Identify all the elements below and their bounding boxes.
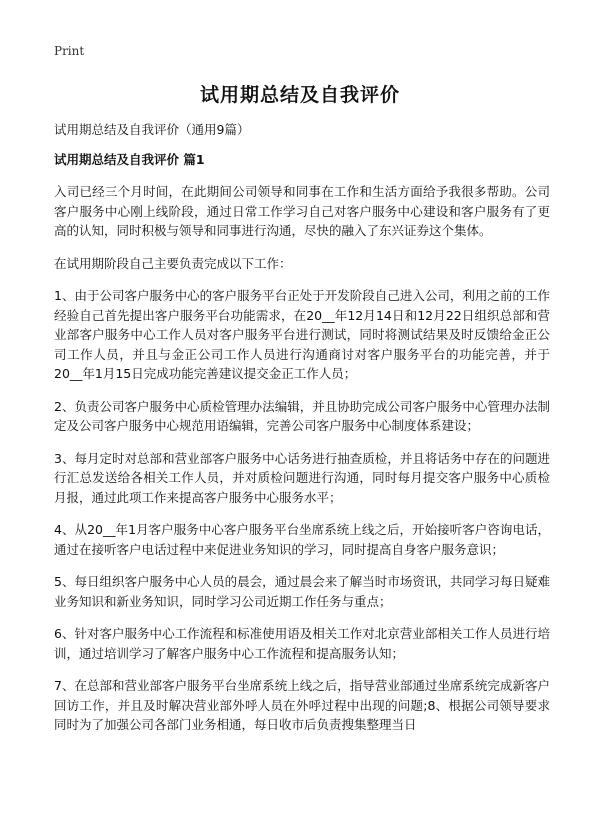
paragraph-item-3: 3、每月定时对总部和营业部客户服务中心话务进行抽查质检，并且将话务中存在的问题进行汇总发送给各相关工作人员，并对质检问题进行沟通，同时每月提交客户服务中心质检月报，通过此项工作来提高客户服务中心服务水平； (54, 450, 550, 505)
document-body (54, 182, 550, 748)
section-heading: 试用期总结及自我评价 篇1 (54, 152, 205, 167)
print-link[interactable]: Print (54, 44, 85, 58)
paragraph-item-2: 2、负责公司客户服务中心质检管理办法编辑，并且协助完成公司客户服务中心管理办法制定及公司客户服务中心规范用语编辑，完善公司客户服务中心制度体系建设； (54, 398, 550, 433)
paragraph-duties-intro: 在试用期阶段自己主要负责完成以下工作： (54, 255, 292, 271)
document-subtitle: 试用期总结及自我评价（通用9篇） (54, 122, 250, 137)
paragraph-intro: 入司已经三个月时间，在此期间公司领导和同事在工作和生活方面给予我很多帮助。公司客户服务中心刚上线阶段，通过日常工作学习自己对客户服务中心建设和客户服务有了更高的认知，同时积极与领导和同事进行沟通，尽快的融入了东兴证券这个集体。 (54, 184, 550, 238)
paragraph-item-1: 1、由于公司客户服务中心的客户服务平台正处于开发阶段自己进入公司，利用之前的工作经验自己首先提出客户服务平台功能需求，在20__年12月14日和12月22日组织总部和营业部客户服务中心工作人员对客户服务平台进行测试，同时将测试结果及时反馈给金正公司工作人员，并且与金正公司工作人员进行沟通商讨对客户服务平台的功能完善，并于20__年1月15日完成功能完善建议提交金正工作人员； (54, 288, 550, 381)
paragraph-item-5: 5、每日组织客户服务中心人员的晨会，通过晨会来了解当时市场资讯，共同学习每日疑难业务知识和新业务知识，同时学习公司近期工作任务与重点； (54, 574, 550, 609)
page-title: 试用期总结及自我评价 (199, 84, 400, 106)
paragraph-item-4: 4、从20__年1月客户服务中心客户服务平台坐席系统上线之后，开始接听客户咨询电话，通过在接听客户电话过程中来促进业务知识的学习，同时提高自身客户服务意识； (54, 522, 550, 557)
paragraph-item-6: 6、针对客户服务中心工作流程和标准使用语及相关工作对北京营业部相关工作人员进行培训，通过培训学习了解客户服务中心工作流程和提高服务认知； (54, 626, 550, 661)
paragraph-item-7: 7、在总部和营业部客户服务平台坐席系统上线之后，指导营业部通过坐席系统完成新客户回访工作，并且及时解决营业部外呼人员在外呼过程中出现的问题;8、根据公司领导要求同时为了加强公司各部门业务相通，每日收市后负责搜集整理当日 (54, 678, 550, 732)
